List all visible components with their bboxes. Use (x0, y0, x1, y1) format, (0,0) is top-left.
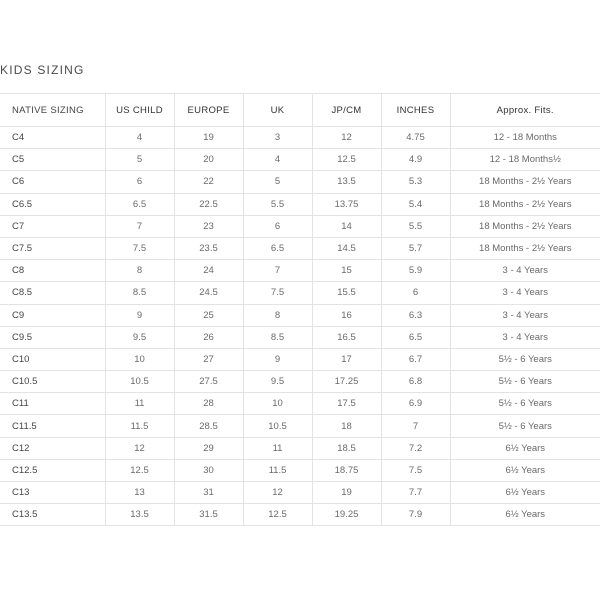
table-header-row (0, 94, 600, 127)
table-row (0, 237, 600, 259)
table-row (0, 393, 600, 415)
cell-inches: 5.3 (381, 171, 450, 193)
cell-europe: 25 (174, 304, 243, 326)
kids-sizing-table (0, 93, 600, 526)
cell-us-child: 10 (105, 348, 174, 370)
cell-uk: 7 (243, 260, 312, 282)
table-row (0, 260, 600, 282)
cell-approx-fits: 3 - 4 Years (450, 326, 600, 348)
cell-native-sizing: C13.5 (0, 504, 105, 526)
cell-europe: 22 (174, 171, 243, 193)
cell-europe: 26 (174, 326, 243, 348)
cell-native-sizing: C12.5 (0, 459, 105, 481)
cell-us-child: 13 (105, 482, 174, 504)
cell-jp-cm: 13.75 (312, 193, 381, 215)
cell-approx-fits: 18 Months - 2½ Years (450, 171, 600, 193)
cell-europe: 22.5 (174, 193, 243, 215)
cell-uk: 6.5 (243, 237, 312, 259)
header-jp-cm: JP/CM (312, 94, 381, 127)
cell-native-sizing: C8.5 (0, 282, 105, 304)
cell-europe: 23 (174, 215, 243, 237)
cell-approx-fits: 5½ - 6 Years (450, 415, 600, 437)
cell-approx-fits: 3 - 4 Years (450, 282, 600, 304)
table-row (0, 459, 600, 481)
cell-jp-cm: 17 (312, 348, 381, 370)
cell-inches: 6.7 (381, 348, 450, 370)
cell-inches: 7 (381, 415, 450, 437)
cell-approx-fits: 5½ - 6 Years (450, 348, 600, 370)
cell-uk: 8 (243, 304, 312, 326)
cell-approx-fits: 6½ Years (450, 482, 600, 504)
cell-approx-fits: 3 - 4 Years (450, 260, 600, 282)
header-inches: INCHES (381, 94, 450, 127)
cell-jp-cm: 12 (312, 127, 381, 149)
cell-uk: 4 (243, 149, 312, 171)
cell-us-child: 8 (105, 260, 174, 282)
cell-jp-cm: 18 (312, 415, 381, 437)
cell-us-child: 12.5 (105, 459, 174, 481)
table-row (0, 171, 600, 193)
cell-us-child: 10.5 (105, 371, 174, 393)
cell-uk: 12.5 (243, 504, 312, 526)
cell-native-sizing: C13 (0, 482, 105, 504)
table-row (0, 504, 600, 526)
cell-us-child: 8.5 (105, 282, 174, 304)
cell-europe: 29 (174, 437, 243, 459)
cell-approx-fits: 18 Months - 2½ Years (450, 237, 600, 259)
cell-inches: 6.9 (381, 393, 450, 415)
cell-uk: 11.5 (243, 459, 312, 481)
header-europe: EUROPE (174, 94, 243, 127)
cell-uk: 3 (243, 127, 312, 149)
cell-inches: 5.7 (381, 237, 450, 259)
cell-native-sizing: C7 (0, 215, 105, 237)
cell-inches: 7.9 (381, 504, 450, 526)
cell-approx-fits: 12 - 18 Months (450, 127, 600, 149)
cell-approx-fits: 6½ Years (450, 437, 600, 459)
cell-uk: 10.5 (243, 415, 312, 437)
cell-native-sizing: C4 (0, 127, 105, 149)
cell-us-child: 11 (105, 393, 174, 415)
table-row (0, 304, 600, 326)
header-approx-fits: Approx. Fits. (450, 94, 600, 127)
cell-us-child: 11.5 (105, 415, 174, 437)
cell-jp-cm: 16 (312, 304, 381, 326)
cell-us-child: 6 (105, 171, 174, 193)
cell-jp-cm: 18.5 (312, 437, 381, 459)
cell-uk: 12 (243, 482, 312, 504)
cell-approx-fits: 6½ Years (450, 459, 600, 481)
cell-uk: 5.5 (243, 193, 312, 215)
cell-uk: 9 (243, 348, 312, 370)
cell-inches: 7.2 (381, 437, 450, 459)
cell-us-child: 7 (105, 215, 174, 237)
cell-europe: 28.5 (174, 415, 243, 437)
cell-approx-fits: 5½ - 6 Years (450, 393, 600, 415)
cell-us-child: 5 (105, 149, 174, 171)
cell-approx-fits: 12 - 18 Months½ (450, 149, 600, 171)
cell-us-child: 13.5 (105, 504, 174, 526)
table-row (0, 215, 600, 237)
cell-native-sizing: C9 (0, 304, 105, 326)
cell-us-child: 9.5 (105, 326, 174, 348)
table-row (0, 149, 600, 171)
cell-uk: 9.5 (243, 371, 312, 393)
page-title: KIDS SIZING (0, 63, 85, 77)
cell-inches: 6 (381, 282, 450, 304)
table-row (0, 326, 600, 348)
cell-uk: 11 (243, 437, 312, 459)
cell-europe: 27.5 (174, 371, 243, 393)
cell-jp-cm: 14.5 (312, 237, 381, 259)
cell-native-sizing: C10.5 (0, 371, 105, 393)
table-body (0, 127, 600, 526)
cell-europe: 31 (174, 482, 243, 504)
header-native-sizing: NATIVE SIZING (0, 94, 105, 127)
table-row (0, 371, 600, 393)
table-row (0, 282, 600, 304)
cell-jp-cm: 12.5 (312, 149, 381, 171)
cell-europe: 24.5 (174, 282, 243, 304)
cell-inches: 6.3 (381, 304, 450, 326)
cell-native-sizing: C6 (0, 171, 105, 193)
table-row (0, 193, 600, 215)
cell-inches: 5.9 (381, 260, 450, 282)
cell-inches: 4.75 (381, 127, 450, 149)
header-us-child: US CHILD (105, 94, 174, 127)
cell-europe: 20 (174, 149, 243, 171)
cell-inches: 6.5 (381, 326, 450, 348)
cell-europe: 30 (174, 459, 243, 481)
cell-approx-fits: 5½ - 6 Years (450, 371, 600, 393)
table-row (0, 437, 600, 459)
header-uk: UK (243, 94, 312, 127)
cell-us-child: 6.5 (105, 193, 174, 215)
cell-native-sizing: C12 (0, 437, 105, 459)
cell-native-sizing: C11 (0, 393, 105, 415)
cell-native-sizing: C7.5 (0, 237, 105, 259)
cell-inches: 5.4 (381, 193, 450, 215)
cell-native-sizing: C6.5 (0, 193, 105, 215)
cell-native-sizing: C5 (0, 149, 105, 171)
cell-jp-cm: 13.5 (312, 171, 381, 193)
cell-jp-cm: 15.5 (312, 282, 381, 304)
cell-europe: 23.5 (174, 237, 243, 259)
cell-approx-fits: 6½ Years (450, 504, 600, 526)
cell-uk: 10 (243, 393, 312, 415)
cell-europe: 28 (174, 393, 243, 415)
cell-native-sizing: C11.5 (0, 415, 105, 437)
cell-europe: 24 (174, 260, 243, 282)
cell-uk: 6 (243, 215, 312, 237)
cell-us-child: 9 (105, 304, 174, 326)
cell-uk: 8.5 (243, 326, 312, 348)
cell-jp-cm: 18.75 (312, 459, 381, 481)
cell-inches: 7.5 (381, 459, 450, 481)
cell-native-sizing: C9.5 (0, 326, 105, 348)
cell-approx-fits: 3 - 4 Years (450, 304, 600, 326)
cell-europe: 27 (174, 348, 243, 370)
cell-jp-cm: 17.5 (312, 393, 381, 415)
table-row (0, 482, 600, 504)
cell-us-child: 4 (105, 127, 174, 149)
cell-us-child: 7.5 (105, 237, 174, 259)
cell-europe: 31.5 (174, 504, 243, 526)
cell-uk: 7.5 (243, 282, 312, 304)
cell-uk: 5 (243, 171, 312, 193)
cell-jp-cm: 15 (312, 260, 381, 282)
cell-inches: 5.5 (381, 215, 450, 237)
cell-native-sizing: C10 (0, 348, 105, 370)
cell-europe: 19 (174, 127, 243, 149)
cell-native-sizing: C8 (0, 260, 105, 282)
cell-inches: 4.9 (381, 149, 450, 171)
cell-inches: 6.8 (381, 371, 450, 393)
cell-approx-fits: 18 Months - 2½ Years (450, 193, 600, 215)
cell-approx-fits: 18 Months - 2½ Years (450, 215, 600, 237)
cell-us-child: 12 (105, 437, 174, 459)
cell-inches: 7.7 (381, 482, 450, 504)
cell-jp-cm: 16.5 (312, 326, 381, 348)
cell-jp-cm: 19 (312, 482, 381, 504)
table-row (0, 127, 600, 149)
table-row (0, 415, 600, 437)
cell-jp-cm: 14 (312, 215, 381, 237)
table-row (0, 348, 600, 370)
cell-jp-cm: 17.25 (312, 371, 381, 393)
cell-jp-cm: 19.25 (312, 504, 381, 526)
